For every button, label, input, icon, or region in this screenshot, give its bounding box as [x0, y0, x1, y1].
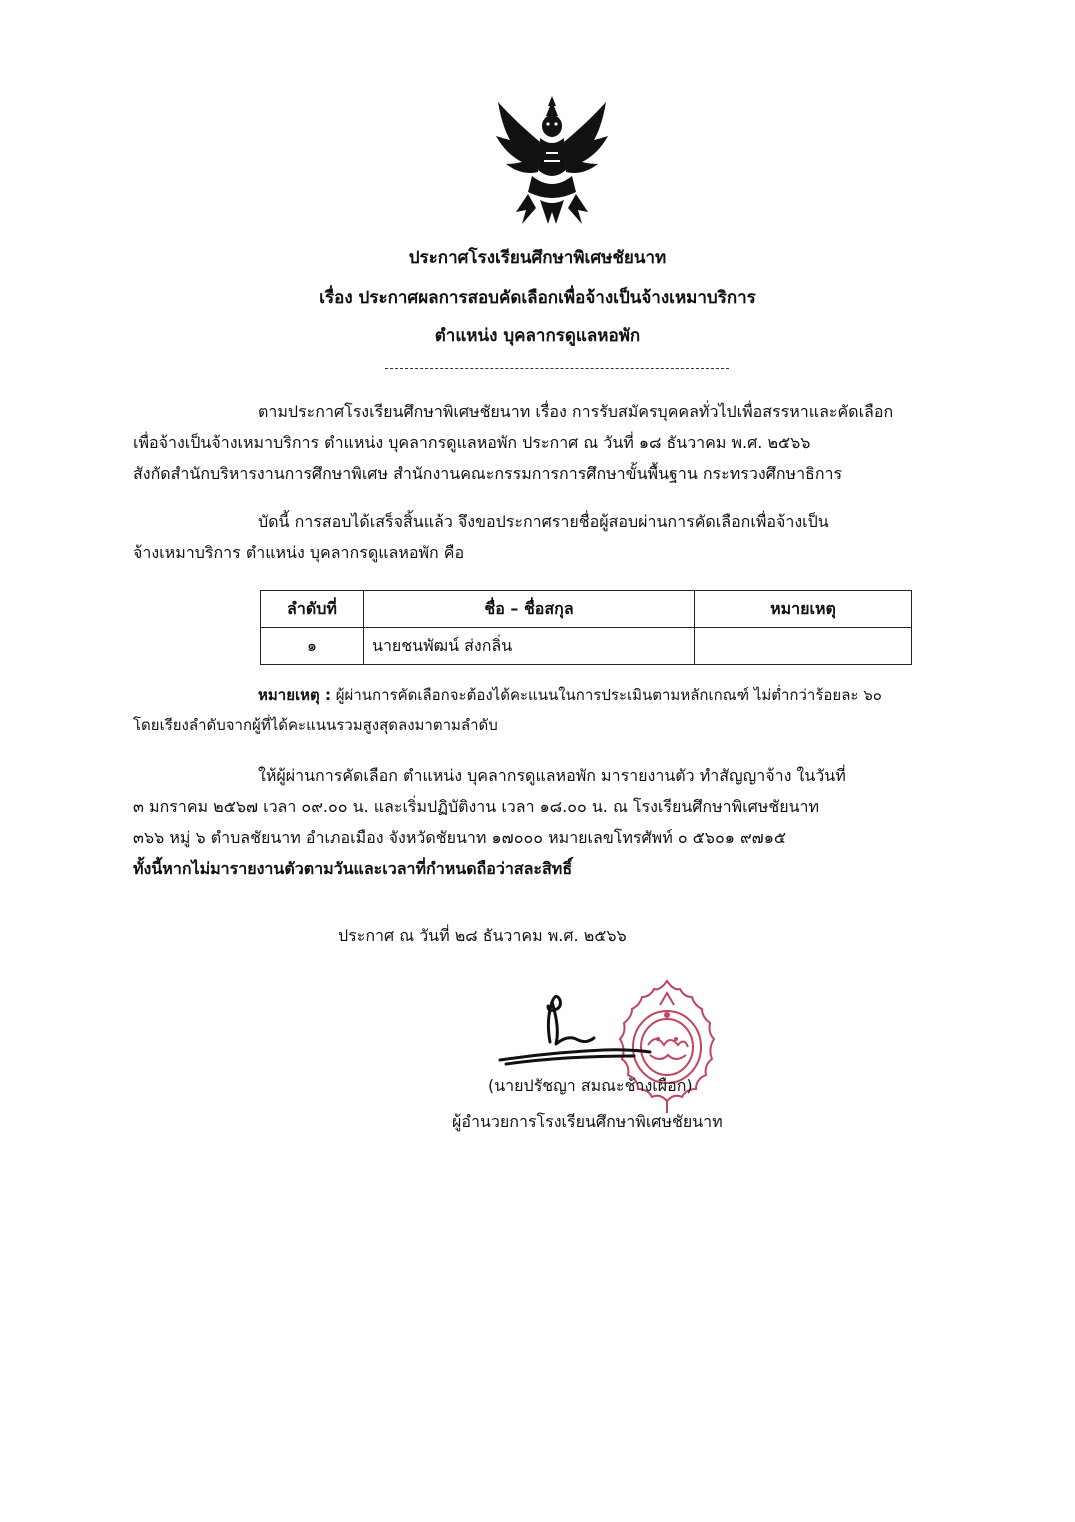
text-line: ตามประกาศโรงเรียนศึกษาพิเศษชัยนาท เรื่อง การรับสมัครบุคคลทั่วไปเพื่อสรรหาและคัดเลือก: [258, 402, 894, 421]
cell-name: นายชนพัฒน์ ส่งกลิ่น: [364, 628, 695, 665]
announcement-subject: เรื่อง ประกาศผลการสอบคัดเลือกเพื่อจ้างเป็นจ้างเหมาบริการ: [319, 288, 756, 308]
remark-note: [133, 680, 983, 740]
text-line: เพื่อจ้างเป็นจ้างเหมาบริการ ตำแหน่ง บุคลากรดูแลหอพัก ประกาศ ณ วันที่ ๑๘ ธันวาคม พ.ศ. ๒๕๖๖: [133, 433, 811, 452]
note-label: หมายเหตุ :: [258, 686, 331, 704]
cell-remark: [695, 628, 912, 665]
cell-no: ๑: [261, 628, 364, 665]
note-text: ผู้ผ่านการคัดเลือกจะต้องได้คะแนนในการประเมินตามหลักเกณฑ์ ไม่ต่ำกว่าร้อยละ ๖๐: [335, 686, 882, 704]
text-line: ๓๖๖ หมู่ ๖ ตำบลชัยนาท อำเภอเมือง จังหวัดชัยนาท ๑๗๐๐๐ หมายเลขโทรศัพท์ ๐ ๕๖๐๑ ๙๗๑๕: [133, 828, 786, 847]
note-line: โดยเรียงลำดับจากผู้ที่ได้คะแนนรวมสูงสุดลงมาตามลำดับ: [133, 716, 498, 734]
text-line: สังกัดสำนักบริหารงานการศึกษาพิเศษ สำนักงานคณะกรรมการการศึกษาขั้นพื้นฐาน กระทรวงศึกษาธิการ: [133, 464, 843, 483]
results-table: [260, 590, 912, 665]
announcement-title: ประกาศโรงเรียนศึกษาพิเศษชัยนาท: [408, 248, 667, 268]
table-header-row: [261, 591, 912, 628]
signer-name: (นายปรัชญา สมณะช้างเผือก): [488, 1076, 693, 1095]
table-row: [261, 628, 912, 665]
divider: [385, 368, 729, 369]
paragraph-report-instruction: [133, 760, 983, 884]
note-line: [133, 680, 983, 710]
announcement-position: ตำแหน่ง บุคลากรดูแลหอพัก: [434, 326, 641, 346]
paragraph-result: [133, 506, 983, 568]
paragraph-reference: [133, 396, 983, 489]
column-header-no: ลำดับที่: [261, 591, 364, 628]
announcement-date: ประกาศ ณ วันที่ ๒๘ ธันวาคม พ.ศ. ๒๕๖๖: [338, 926, 627, 945]
forfeit-word: สละสิทธิ์: [513, 859, 573, 878]
signer-position: ผู้อำนวยการโรงเรียนศึกษาพิเศษชัยนาท: [452, 1112, 723, 1131]
text-line: ๓ มกราคม ๒๕๖๗ เวลา ๐๙.๐๐ น. และเริ่มปฏิบัติงาน เวลา ๑๘.๐๐ น. ณ โรงเรียนศึกษาพิเศษชัยนาท: [133, 797, 820, 816]
column-header-remark: หมายเหตุ: [695, 591, 912, 628]
signature-mark-icon: [494, 980, 654, 1076]
column-header-name: ชื่อ – ชื่อสกุล: [364, 591, 695, 628]
text-line: บัดนี้ การสอบได้เสร็จสิ้นแล้ว จึงขอประกาศรายชื่อผู้สอบผ่านการคัดเลือกเพื่อจ้างเป็น: [258, 512, 829, 531]
forfeit-prefix: ทั้งนี้หากไม่มารายงานตัวตามวันและเวลาที่กำหนดถือว่า: [133, 859, 514, 878]
text-line: ให้ผู้ผ่านการคัดเลือก ตำแหน่ง บุคลากรดูแลหอพัก มารายงานตัว ทำสัญญาจ้าง ในวันที่: [258, 766, 846, 785]
text-line: จ้างเหมาบริการ ตำแหน่ง บุคลากรดูแลหอพัก คือ: [133, 543, 465, 562]
garuda-emblem-icon: [492, 92, 612, 232]
text-line-forfeit: [133, 853, 983, 884]
